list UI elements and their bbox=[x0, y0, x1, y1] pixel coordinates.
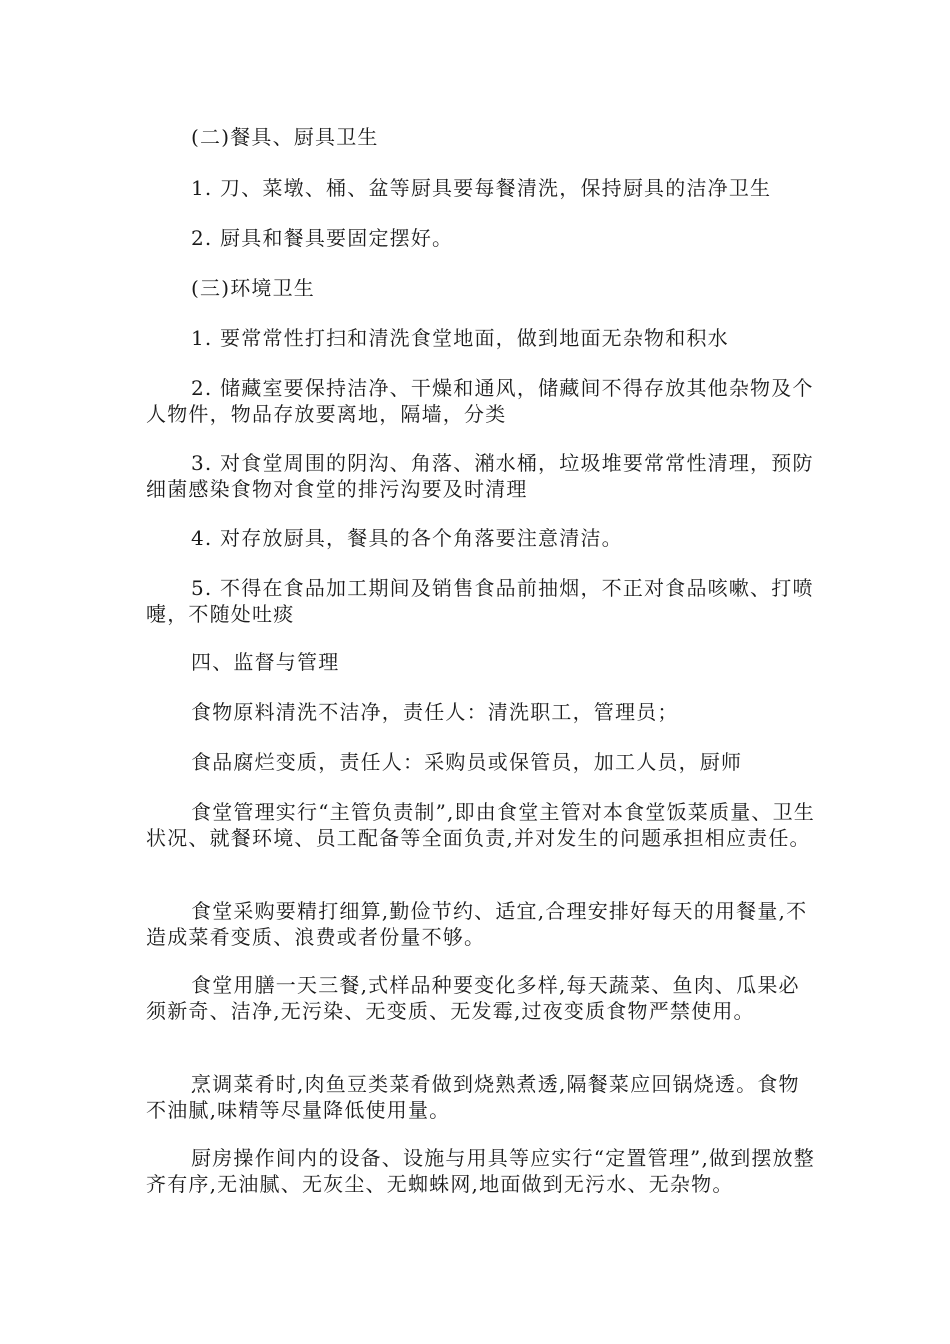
paragraph: 1. 要常常性打扫和清洗食堂地面，做到地面无杂物和积水 bbox=[191, 326, 729, 350]
section-heading-supervision: 四、监督与管理 bbox=[191, 650, 340, 674]
paragraph: 食堂采购要精打细算,勤俭节约、适宜,合理安排好每天的用餐量,不造成菜肴变质、浪费或者份量不够。 bbox=[146, 899, 808, 949]
paragraph: 烹调菜肴时,肉鱼豆类菜肴做到烧熟煮透,隔餐菜应回锅烧透。食物不油腻,味精等尽量降低使用量。 bbox=[146, 1072, 800, 1122]
paragraph: 2. 储藏室要保持洁净、干燥和通风，储藏间不得存放其他杂物及个人物件，物品存放要离地，隔墙，分类 bbox=[146, 376, 814, 426]
paragraph: 4. 对存放厨具，餐具的各个角落要注意清洁。 bbox=[191, 526, 623, 550]
paragraph: 3. 对食堂周围的阴沟、角落、潲水桶，垃圾堆要常常性清理，预防细菌感染食物对食堂的排污沟要及时清理 bbox=[146, 451, 814, 501]
section-heading-environment: (三)环境卫生 bbox=[191, 276, 316, 300]
paragraph: 2. 厨具和餐具要固定摆好。 bbox=[191, 226, 454, 250]
paragraph: 厨房操作间内的设备、设施与用具等应实行“定置管理”,做到摆放整齐有序,无油腻、无灰尘、无蜘蛛网,地面做到无污水、无杂物。 bbox=[146, 1146, 816, 1196]
paragraph: 5. 不得在食品加工期间及销售食品前抽烟，不正对食品咳嗽、打喷嚏，不随处吐痰 bbox=[146, 576, 814, 626]
paragraph: 食堂用膳一天三餐,式样品种要变化多样,每天蔬菜、鱼肉、瓜果必须新奇、洁净,无污染、无变质、无发霉,过夜变质食物严禁使用。 bbox=[146, 973, 800, 1023]
paragraph: 食品腐烂变质，责任人：采购员或保管员，加工人员，厨师 bbox=[191, 750, 743, 774]
paragraph: 食堂管理实行“主管负责制”,即由食堂主管对本食堂饭菜质量、卫生状况、就餐环境、员工配备等全面负责,并对发生的问题承担相应责任。 bbox=[146, 800, 816, 850]
paragraph: 食物原料清洗不洁净，责任人：清洗职工，管理员； bbox=[191, 700, 679, 724]
paragraph: 1. 刀、菜墩、桶、盆等厨具要每餐清洗，保持厨具的洁净卫生 bbox=[191, 176, 772, 200]
section-heading-utensils: (二)餐具、厨具卫生 bbox=[191, 125, 379, 149]
